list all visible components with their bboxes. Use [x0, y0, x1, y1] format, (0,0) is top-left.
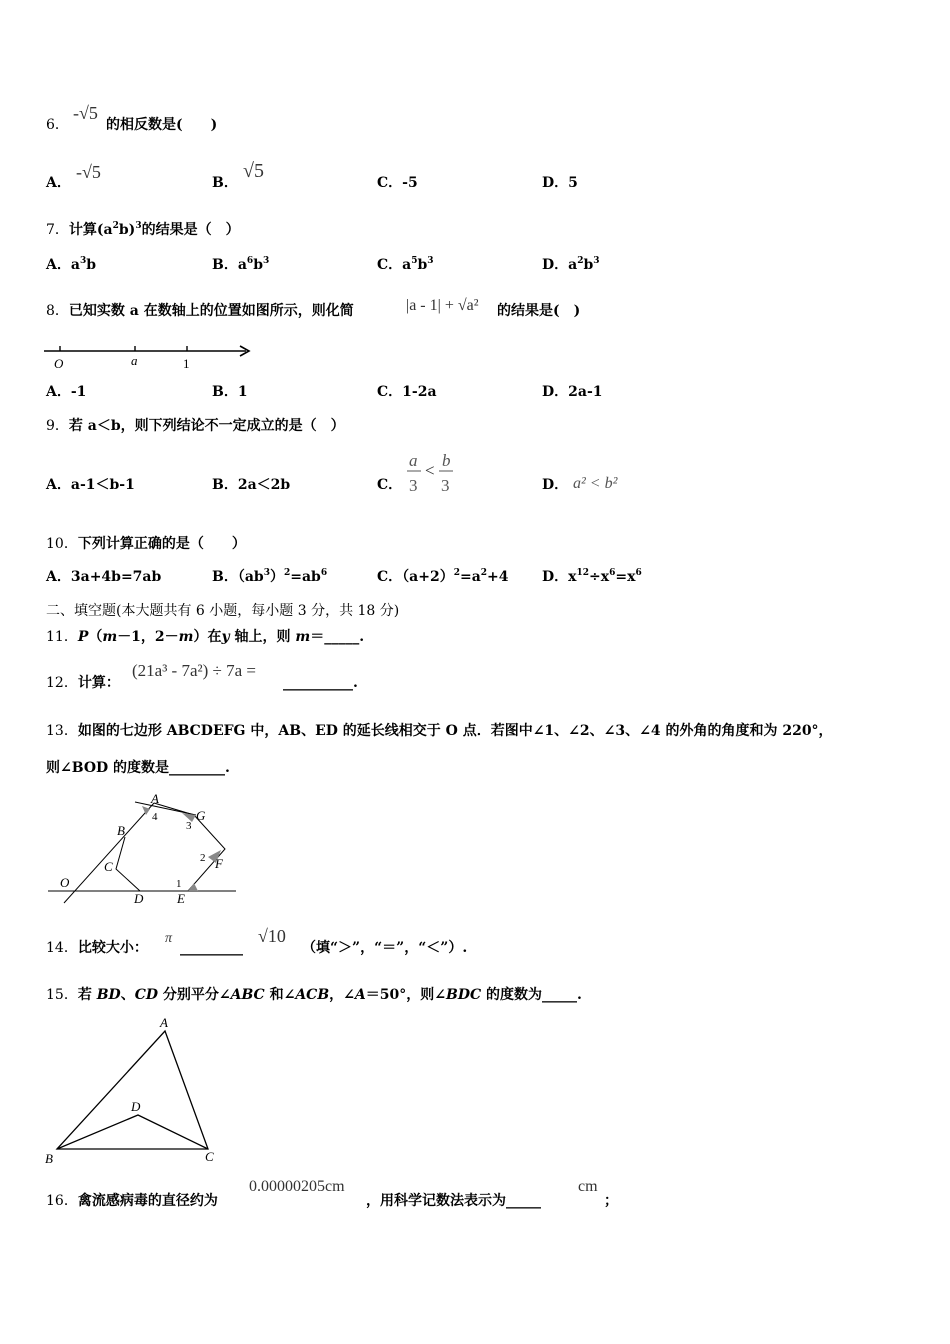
- angle-4-label: 4: [152, 811, 158, 823]
- q15-triangle-figure: [42, 1015, 232, 1170]
- q12-stem: 12．计算：: [46, 675, 120, 691]
- svg-text:<: <: [425, 461, 435, 480]
- svg-text:3: 3: [441, 476, 450, 495]
- q13-line2: 则∠BOD 的度数是________.: [46, 760, 230, 776]
- q6-option-a-value: -√5: [76, 162, 101, 182]
- q6-option-b: B．: [212, 175, 238, 191]
- axis-a-label: a: [131, 353, 138, 368]
- axis-one-label: 1: [183, 356, 190, 371]
- q14-pi: π: [165, 931, 173, 946]
- svg-text:3: 3: [409, 476, 418, 495]
- q14-text2: （填“＞”，“＝”，“＜”）.: [302, 940, 468, 956]
- q12-blank[interactable]: __________.: [283, 675, 358, 691]
- q10-option-d: D．$x^{12}\div x^6=x^6$: [542, 568, 642, 585]
- q7-option-b: B．$a^6b^3$: [212, 256, 270, 273]
- axis-origin-label: O: [54, 356, 64, 371]
- q13-line1: 13．如图的七边形 ABCDEFG 中，AB、ED 的延长线相交于 O 点．若图中∠1、∠2、∠3、∠4 的外角的角度和为 220°，: [46, 723, 833, 739]
- q14-blank[interactable]: _________: [180, 940, 243, 956]
- q9-option-c-fraction: [405, 450, 465, 500]
- q8-option-d: D．2a-1: [542, 384, 603, 400]
- label-a: A: [160, 1015, 168, 1030]
- q6-option-d: D．5: [542, 175, 578, 191]
- label-c: C: [205, 1149, 214, 1164]
- q6-text: 的相反数是( ): [106, 117, 218, 133]
- q6-stem: [46, 116, 69, 134]
- q16-end: ；: [604, 1193, 618, 1209]
- q9-option-c: C．: [377, 477, 403, 493]
- label-b: B: [45, 1151, 53, 1166]
- q10-stem: 10．下列计算正确的是（ ）: [46, 536, 246, 552]
- q9-option-b: B．2a＜2b: [212, 477, 291, 493]
- q8-option-c: C．1-2a: [377, 384, 437, 400]
- q10-option-c: C．$(a+2)^2=a^2+4$: [377, 568, 509, 585]
- q16-value: 0.00000205cm: [249, 1178, 345, 1195]
- q7-option-d: D．$a^2b^3$: [542, 256, 600, 273]
- q8-stem: 8．已知实数 a 在数轴上的位置如图所示，则化简: [46, 303, 354, 319]
- q9-option-d: D．: [542, 477, 569, 493]
- q7-stem: 7．计算$(a^2b)^3$的结果是（ ）: [46, 221, 240, 238]
- angle-1-label: 1: [176, 878, 182, 890]
- section-title: 二、填空题(本大题共有 6 小题，每小题 3 分，共 18 分): [46, 603, 400, 619]
- label-d: D: [134, 891, 144, 906]
- label-e: E: [177, 891, 185, 906]
- q9-option-d-value: a² < b²: [573, 475, 618, 492]
- q8-number-line: [44, 340, 264, 370]
- q14-stem: 14．比较大小：: [46, 940, 148, 956]
- q9-stem: 9．若 a＜b，则下列结论不一定成立的是（ ）: [46, 418, 345, 434]
- label-f: F: [215, 856, 223, 871]
- q11-stem: 11．P（m－1，2－m）在y 轴上，则 m＝_____.: [46, 629, 365, 645]
- label-a: A: [151, 791, 159, 806]
- q8-option-a: A．-1: [46, 384, 87, 400]
- q15-stem: 15．若 BD、CD 分别平分∠ABC 和∠ACB，∠A＝50°，则∠BDC 的度数为_____.: [46, 987, 582, 1003]
- svg-text:a: a: [409, 451, 418, 470]
- label-d: D: [131, 1099, 141, 1114]
- label-b: B: [117, 823, 125, 838]
- q14-sqrt10: √10: [258, 926, 286, 946]
- q9-option-a: A．a-1＜b-1: [46, 477, 135, 493]
- q10-option-b: B．$(ab^3)^2=ab^6$: [212, 568, 328, 585]
- q16-unit: cm: [578, 1178, 598, 1195]
- q13-heptagon-figure: [46, 793, 246, 908]
- q12-expression: (21a³ - 7a²) ÷ 7a =: [132, 661, 256, 680]
- q6-option-c: C．-5: [377, 175, 418, 191]
- q8-option-b: B．1: [212, 384, 248, 400]
- q7-option-a: A．$a^3b$: [46, 256, 97, 273]
- q7-option-c: C．$a^5b^3$: [377, 256, 434, 273]
- q6-option-b-value: √5: [243, 160, 264, 182]
- q6-option-a: A．: [46, 175, 71, 191]
- label-o: O: [60, 875, 70, 890]
- angle-2-label: 2: [200, 852, 206, 864]
- label-c: C: [104, 859, 113, 874]
- q6-number: 6．: [46, 117, 69, 133]
- q8-expression: |a - 1| + √a²: [406, 297, 479, 314]
- q16-stem: 16．禽流感病毒的直径约为: [46, 1193, 218, 1209]
- q16-text2[interactable]: ，用科学记数法表示为_____: [366, 1193, 541, 1209]
- svg-text:b: b: [442, 451, 451, 470]
- q6-expression: -√5: [73, 103, 98, 123]
- q8-text2: 的结果是( ): [497, 303, 581, 319]
- label-g: G: [196, 808, 206, 823]
- q10-option-a: A．3a+4b=7ab: [46, 569, 162, 585]
- angle-3-label: 3: [186, 820, 192, 832]
